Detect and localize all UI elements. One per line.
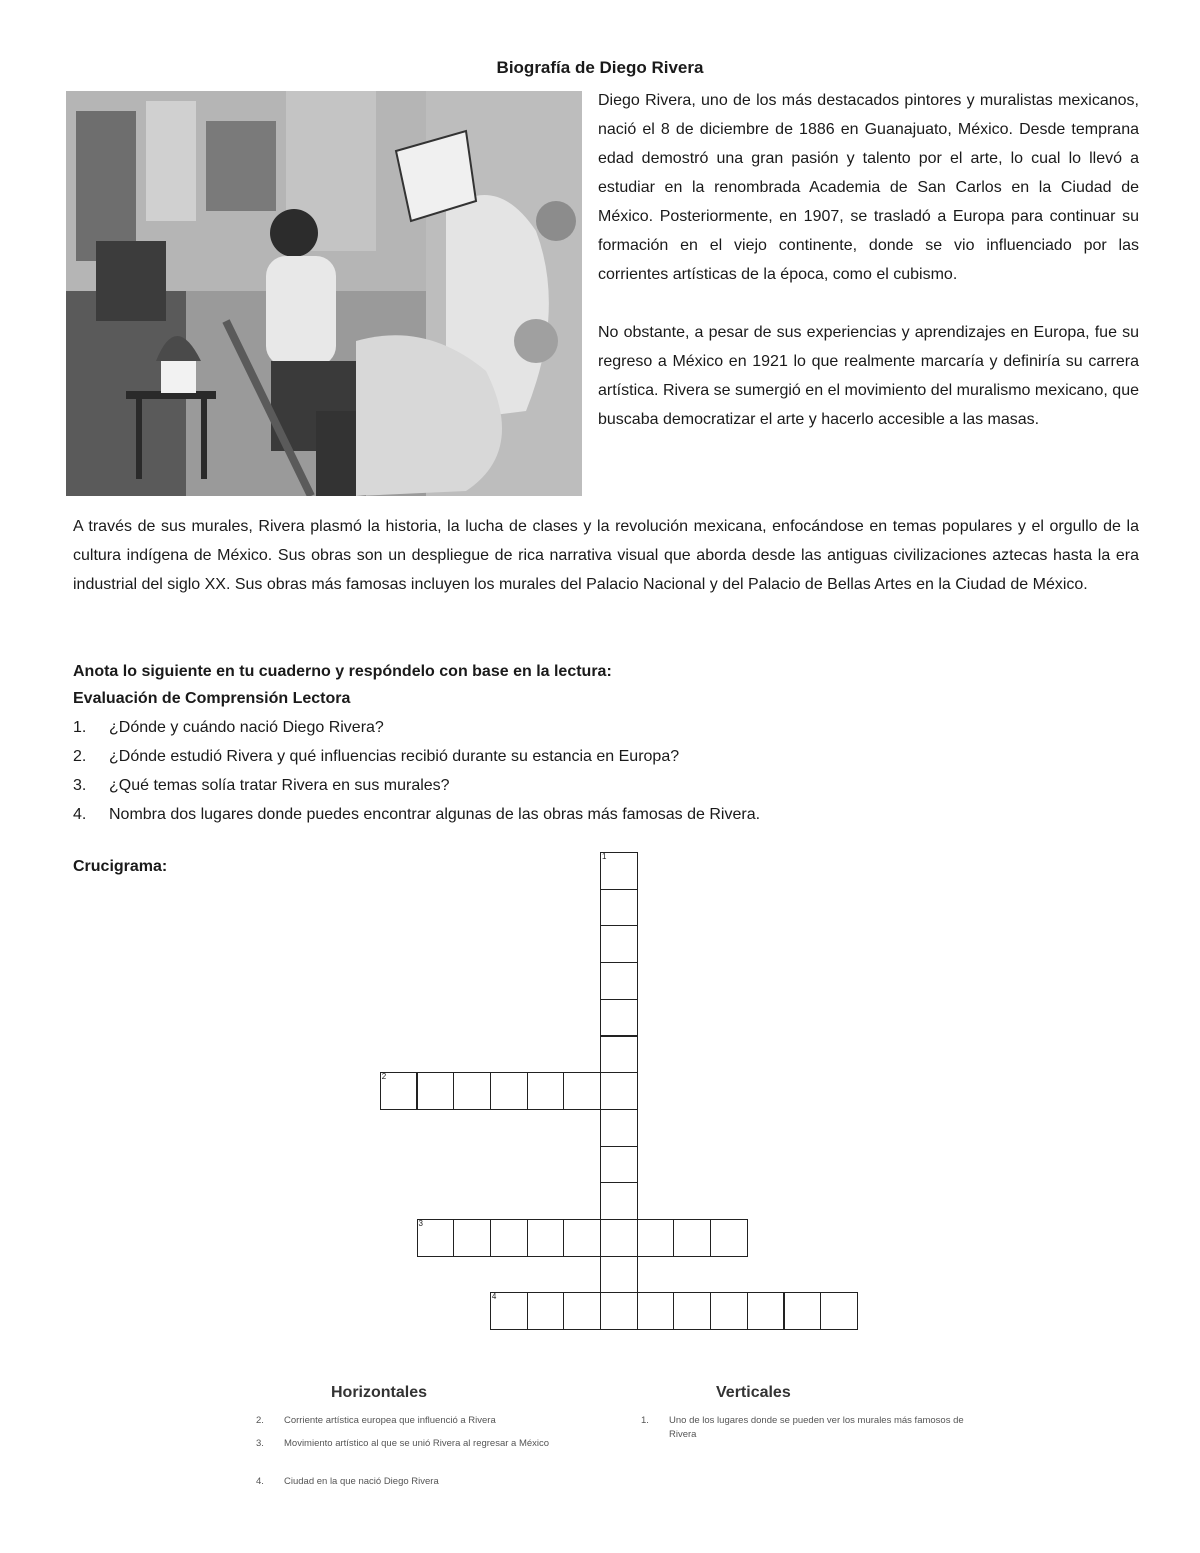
crossword-cell[interactable] xyxy=(600,1072,638,1110)
crossword-cell-number: 1 xyxy=(602,852,607,861)
question-item xyxy=(73,742,760,771)
crossword-cell[interactable] xyxy=(600,1036,638,1074)
crossword-cell[interactable] xyxy=(747,1292,785,1330)
crossword-cell[interactable] xyxy=(784,1292,822,1330)
crossword-cell[interactable] xyxy=(600,999,638,1037)
intro-paragraph-2: No obstante, a pesar de sus experiencias y aprendizajes en Europa, fue su regreso a México en 1921 lo que realmente marcaría y definiría su carrera artística. Rivera se sumergió en el movimiento del muralismo mexicano, que buscaba democratizar el arte y hacerlo accesible a las masas. xyxy=(598,324,1139,428)
crossword-cell[interactable] xyxy=(417,1072,455,1110)
crossword-cell[interactable] xyxy=(490,1292,528,1330)
intro-text xyxy=(598,86,1139,463)
crossword-cell[interactable] xyxy=(637,1292,675,1330)
question-list xyxy=(73,713,760,829)
across-clues-title: Horizontales xyxy=(331,1384,428,1401)
across-clue xyxy=(256,1475,556,1489)
question-number: 2. xyxy=(73,748,87,765)
crossword-cell[interactable] xyxy=(600,1256,638,1294)
question-item xyxy=(73,800,760,829)
clue-text: Uno de los lugares donde se pueden ver los murales más famosos de Rivera xyxy=(669,1415,964,1440)
question-item xyxy=(73,771,760,800)
crossword-cell[interactable] xyxy=(820,1292,858,1330)
crossword-cell[interactable] xyxy=(673,1292,711,1330)
question-number: 4. xyxy=(73,806,87,823)
crossword-cell-number: 4 xyxy=(491,1292,497,1302)
question-text: ¿Qué temas solía tratar Rivera en sus murales? xyxy=(109,777,450,794)
crossword-cell[interactable] xyxy=(453,1219,491,1257)
crossword-cell[interactable] xyxy=(380,1072,418,1110)
clue-number: 2. xyxy=(256,1415,264,1426)
question-text: Nombra dos lugares donde puedes encontrar algunas de las obras más famosas de Rivera. xyxy=(109,806,761,823)
crossword-cell[interactable] xyxy=(600,925,638,963)
down-clues-title: Verticales xyxy=(716,1384,791,1401)
crossword-cell[interactable] xyxy=(600,1146,638,1184)
crossword-cell[interactable] xyxy=(600,1292,638,1330)
crossword-cell-number: 3 xyxy=(418,1219,423,1228)
question-item xyxy=(73,713,760,742)
crossword-cell[interactable] xyxy=(673,1219,711,1257)
crossword-cell[interactable] xyxy=(490,1072,528,1110)
crossword-cell[interactable] xyxy=(600,1219,638,1257)
crossword-cell[interactable] xyxy=(710,1219,748,1257)
across-clue xyxy=(256,1437,556,1451)
clue-number: 1. xyxy=(641,1415,649,1426)
body-paragraph: A través de sus murales, Rivera plasmó la historia, la lucha de clases y la revolución mexicana, enfocándose en temas populares y el orgullo de la cultura indígena de México. Sus obras son un despliegue de rica narrativa visual que aborda desde las antiguas civilizaciones aztecas hasta la era industrial del siglo XX. Sus obras más famosas incluyen los murales del Palacio Nacional y del Palacio de Bellas Artes en la Ciudad de México. xyxy=(73,518,1139,593)
crossword-cell[interactable] xyxy=(600,889,638,927)
page-title: Biografía de Diego Rivera xyxy=(496,58,704,77)
across-clue xyxy=(256,1414,556,1428)
crossword-cell[interactable] xyxy=(417,1219,455,1257)
crossword-cell[interactable] xyxy=(563,1219,601,1257)
crossword-cell[interactable] xyxy=(637,1219,675,1257)
crossword-cell[interactable] xyxy=(527,1072,565,1110)
clue-number: 3. xyxy=(256,1438,264,1449)
mural-photo-illustration xyxy=(66,91,582,496)
crossword-cell[interactable] xyxy=(453,1072,491,1110)
crossword-cell[interactable] xyxy=(563,1072,601,1110)
crossword-cell[interactable] xyxy=(600,1109,638,1147)
crossword-cell[interactable] xyxy=(600,962,638,1000)
crossword-cell[interactable] xyxy=(600,1182,638,1220)
instructions: Anota lo siguiente en tu cuaderno y respóndelo con base en la lectura: xyxy=(73,663,612,680)
clue-text: Ciudad en la que nació Diego Rivera xyxy=(284,1476,439,1487)
intro-paragraph-1: Diego Rivera, uno de los más destacados pintores y muralistas mexicanos, nació el 8 de diciembre de 1886 en Guanajuato, México. Desde temprana edad demostró una gran pasión y talento por el arte, lo cual lo llevó a estudiar en la renombrada Academia de San Carlos en la Ciudad de México. Posteriormente, en 1907, se trasladó a Europa para continuar su formación en el viejo continente, donde se vio influenciado por las corrientes artísticas de la época, como el cubismo. xyxy=(598,92,1139,283)
clue-number: 4. xyxy=(256,1476,264,1487)
evaluation-title: Evaluación de Comprensión Lectora xyxy=(73,690,351,707)
question-text: ¿Dónde estudió Rivera y qué influencias recibió durante su estancia en Europa? xyxy=(109,748,680,765)
question-number: 3. xyxy=(73,777,87,794)
crossword-cell[interactable] xyxy=(527,1219,565,1257)
crossword-cell[interactable] xyxy=(527,1292,565,1330)
crossword-cell-number: 2 xyxy=(381,1072,387,1082)
crossword-title: Crucigrama: xyxy=(73,858,168,875)
crossword-cell[interactable] xyxy=(710,1292,748,1330)
down-clue xyxy=(641,1414,971,1442)
crossword-cell[interactable] xyxy=(563,1292,601,1330)
question-text: ¿Dónde y cuándo nació Diego Rivera? xyxy=(109,719,384,736)
clue-text: Movimiento artístico al que se unió Rivera al regresar a México xyxy=(284,1438,550,1449)
crossword-cell[interactable] xyxy=(600,852,638,890)
crossword-cell[interactable] xyxy=(490,1219,528,1257)
diego-rivera-photo xyxy=(66,91,582,496)
question-number: 1. xyxy=(73,719,87,736)
clue-text: Corriente artística europea que influenció a Rivera xyxy=(284,1415,496,1426)
